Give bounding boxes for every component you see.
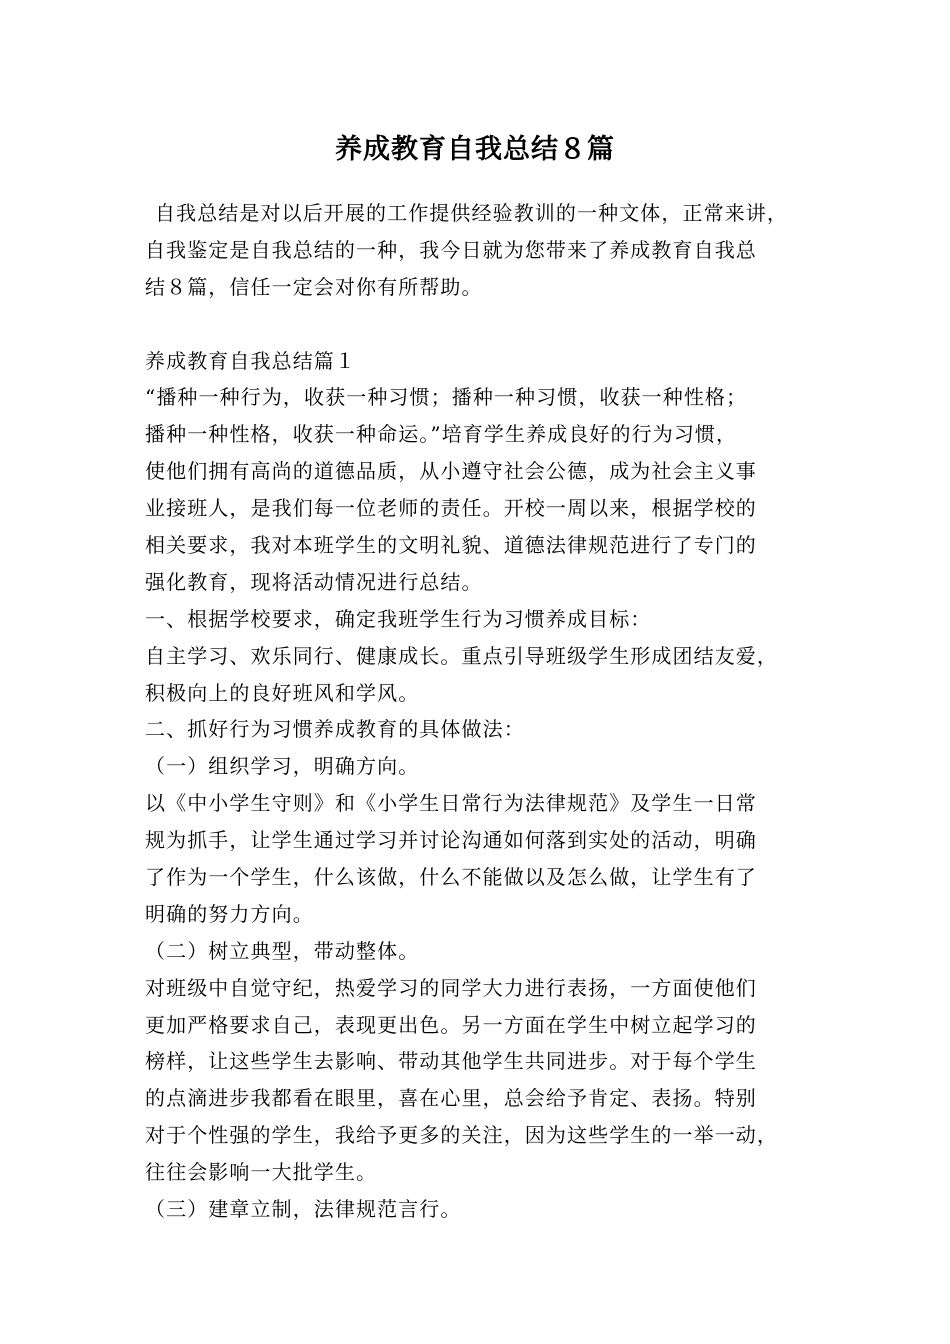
body-line: 积极向上的良好班风和学风。 bbox=[145, 680, 420, 705]
body-line: 了作为一个学生，什么该做，什么不能做以及怎么做，让学生有了 bbox=[145, 865, 757, 890]
intro-line: 结８篇，信任一定会对你有所帮助。 bbox=[145, 274, 483, 299]
document-title: 养成教育自我总结８篇 bbox=[335, 134, 615, 165]
intro-line: 自我鉴定是自我总结的一种，我今日就为您带来了养成教育自我总 bbox=[145, 237, 757, 262]
body-line: 强化教育，现将活动情况进行总结。 bbox=[145, 569, 483, 594]
body-line: 相关要求，我对本班学生的文明礼貌、道德法律规范进行了专门的 bbox=[145, 533, 757, 558]
intro-line: 自我总结是对以后开展的工作提供经验教训的一种文体，正常来讲， bbox=[155, 201, 788, 225]
body-line: “播种一种行为，收获一种习惯；播种一种习惯，收获一种性格； bbox=[145, 385, 748, 410]
section-heading: 养成教育自我总结篇１ bbox=[145, 348, 356, 373]
body-line: 播种一种性格，收获一种命运。”培育学生养成良好的行为习惯， bbox=[145, 422, 738, 447]
body-line: 二、抓好行为习惯养成教育的具体做法： bbox=[145, 717, 525, 742]
paragraph-spacer bbox=[145, 306, 825, 343]
subsection-heading: （一）组织学习，明确方向。 bbox=[145, 754, 420, 779]
body-line: 规为抓手，让学生通过学习并讨论沟通如何落到实处的活动，明确 bbox=[145, 828, 757, 853]
subsection-heading: （二）树立典型，带动整体。 bbox=[145, 938, 420, 963]
body-line: 对班级中自觉守纪，热爱学习的同学大力进行表扬，一方面使他们 bbox=[145, 975, 757, 1000]
body-line: 自主学习、欢乐同行、健康成长。重点引导班级学生形成团结友爱， bbox=[145, 643, 778, 668]
body-line: 往往会影响一大批学生。 bbox=[145, 1160, 378, 1185]
body-line: 明确的努力方向。 bbox=[145, 901, 314, 926]
body-line: 对于个性强的学生，我给予更多的关注，因为这些学生的一举一动， bbox=[145, 1123, 778, 1148]
body-line: 以《中小学生守则》和《小学生日常行为法律规范》及学生一日常 bbox=[145, 791, 757, 816]
body-line: 使他们拥有高尚的道德品质，从小遵守社会公德，成为社会主义事 bbox=[145, 459, 757, 484]
body-line: 榜样，让这些学生去影响、带动其他学生共同进步。对于每个学生 bbox=[145, 1049, 757, 1074]
document-body bbox=[145, 195, 825, 1228]
subsection-heading: （三）建章立制，法律规范言行。 bbox=[145, 1197, 462, 1222]
body-line: 更加严格要求自己，表现更出色。另一方面在学生中树立起学习的 bbox=[145, 1012, 757, 1037]
body-line: 的点滴进步我都看在眼里，喜在心里，总会给予肯定、表扬。特别 bbox=[145, 1086, 757, 1111]
body-line: 业接班人，是我们每一位老师的责任。开校一周以来，根据学校的 bbox=[145, 496, 757, 521]
body-line: 一、根据学校要求，确定我班学生行为习惯养成目标： bbox=[145, 606, 652, 631]
